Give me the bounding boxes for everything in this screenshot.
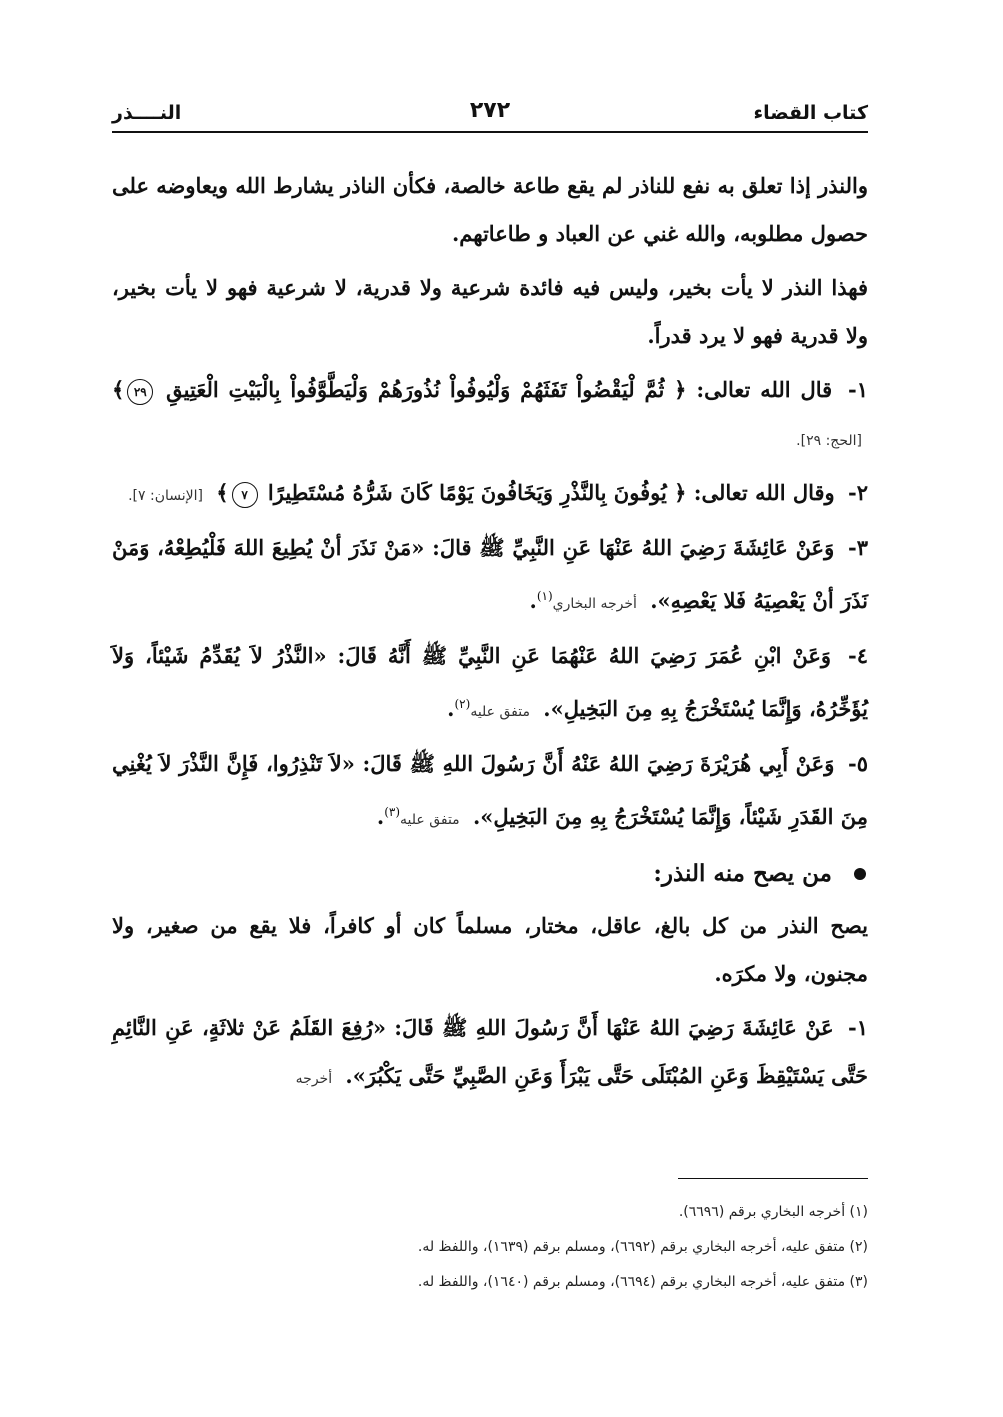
list-item-quran-2 — [112, 469, 868, 520]
quran-verse: ﴿ ثُمَّ لْيَقْضُواْ تَفَثَهُمْ وَلْيُوفُواْ نُذُورَهُمْ وَلْيَطَّوَّفُواْ بِالْبَيْتِ الْعَتِيقِ — [166, 377, 687, 402]
item-lead: قال الله تعالى: — [696, 377, 833, 402]
hadith-text: وَعَنْ ابْنِ عُمَرَ رَضِيَ اللهُ عَنْهُمَا عَنِ النَّبِيِّ ﷺ أَنَّهُ قَالَ: «النَّذْرُ لاَ يُقَدِّمُ شَيْئاً، وَلاَ يُؤَخِّرُهُ، وَإِنَّمَا يُسْتَخْرَجُ بِهِ مِنَ البَخِيلِ». — [112, 643, 868, 721]
section-body: يصح النذر من كل بالغ، عاقل، مختار، مسلماً كان أو كافراً، فلا يقع من صغير، ولا مجنون، ولا مكرَه. — [112, 913, 868, 986]
item-number: ١- — [848, 377, 869, 402]
chapter-title: النــــذر — [112, 102, 182, 124]
hadith-source: أخرجه البخاري — [552, 596, 637, 612]
header-rule — [112, 131, 868, 133]
surah-citation: [الحج: ٢٩]. — [796, 433, 862, 449]
book-page — [112, 0, 868, 1417]
paragraph-summary: فهذا النذر لا يأت بخير، وليس فيه فائدة شرعية ولا قدرية، لا شرعية فهو لا يأت بخير، ولا قدرية فهو لا يرد قدراً. — [112, 275, 868, 348]
hadith-text: وَعَنْ عَائِشَةَ رَضِيَ اللهُ عَنْهَا عَنِ النَّبِيِّ ﷺ قالَ: «مَنْ نَذَرَ أنْ يُطِيعَ اللهَ فَلْيُطِعْهُ، وَمَنْ نَذَرَ أنْ يَعْصِيَهُ فَلا يَعْصِهِ». — [112, 535, 868, 613]
page-number: ٢٧٢ — [469, 98, 511, 123]
section-heading-text: من يصح منه النذر: — [653, 860, 832, 887]
list-item-hadith-last — [112, 1004, 868, 1103]
hadith-text: وَعَنْ أَبِي هُرَيْرَةَ رَضِيَ اللهُ عَنْهُ أَنَّ رَسُولَ اللهِ ﷺ قَالَ: «لاَ تَنْذِرُوا، فَإِنَّ النَّذْرَ لاَ يُغْنِي مِنَ القَدَرِ شَيْئاً، وَإِنَّمَا يُسْتَخْرَجُ بِهِ مِنَ البَخِيلِ». — [112, 751, 868, 829]
footnote-ref[interactable]: (٣) — [384, 805, 401, 819]
item-number: ٣- — [848, 535, 868, 560]
surah-citation: [الإنسان: ٧]. — [128, 488, 203, 504]
footnote-2: (٢) متفق عليه، أخرجه البخاري برقم (٦٦٩٢)، ومسلم برقم (١٦٣٩)، واللفظ له. — [417, 1239, 868, 1255]
running-header — [112, 98, 868, 128]
footnote-ref[interactable]: (١) — [536, 589, 553, 603]
ayah-number-marker: ٢٩ — [127, 379, 153, 405]
list-item-hadith-3: ٣- وَعَنْ عَائِشَةَ رَضِيَ اللهُ عَنْهَا عَنِ النَّبِيِّ ﷺ قالَ: «مَنْ نَذَرَ أنْ يُطِيعَ اللهَ فَلْيُطِعْهُ، وَمَنْ نَذَرَ أنْ يَعْصِيَهُ فَلا يَعْصِهِ». أخرجه البخاري$^{(١)}$. — [112, 535, 868, 613]
list-item-hadith-5: ٥- وَعَنْ أَبِي هُرَيْرَةَ رَضِيَ اللهُ عَنْهُ أَنَّ رَسُولَ اللهِ ﷺ قَالَ: «لاَ تَنْذِرُوا، فَإِنَّ النَّذْرَ لاَ يُغْنِي مِنَ القَدَرِ شَيْئاً، وَإِنَّمَا يُسْتَخْرَجُ بِهِ مِنَ البَخِيلِ». متفق عليه$^{(٣)}$. — [112, 751, 868, 829]
hadith-source: متفق عليه — [470, 704, 530, 720]
item-number: ٥- — [848, 751, 868, 776]
quran-verse: ﴿ يُوفُونَ بِالنَّذْرِ وَيَخَافُونَ يَوْمًا كَانَ شَرُّهُ مُسْتَطِيرًا — [267, 480, 687, 505]
item-number: ١- — [848, 1015, 869, 1040]
footnote-rule — [678, 1178, 868, 1179]
quran-close-bracket: ﴾ — [112, 377, 125, 402]
item-number: ٢- — [848, 480, 868, 505]
book-title: كتاب القضاء — [753, 102, 868, 124]
main-text — [112, 162, 868, 1107]
hadith-source: متفق عليه — [400, 812, 460, 828]
ayah-number-marker: ٧ — [232, 482, 258, 508]
footnote-ref[interactable]: (٢) — [454, 697, 471, 711]
footnote-3: (٣) متفق عليه، أخرجه البخاري برقم (٦٦٩٤)، ومسلم برقم (١٦٤٠)، واللفظ له. — [417, 1274, 868, 1290]
paragraph-intro: والنذر إذا تعلق به نفع للناذر لم يقع طاعة خالصة، فكأن الناذر يشارط الله ويعاوضه على حصول مطلوبه، والله غني عن العباد و طاعاتهم. — [112, 173, 868, 246]
hadith-source: أخرجه — [295, 1071, 333, 1087]
item-lead: وقال الله تعالى: — [693, 480, 835, 505]
item-number: ٤- — [848, 643, 869, 668]
list-item-quran-1 — [112, 366, 868, 465]
bullet-icon — [854, 868, 866, 880]
quran-close-bracket: ﴾ — [216, 480, 229, 505]
footnotes — [112, 1195, 868, 1300]
hadith-text: عَنْ عَائِشَةَ رَضِيَ اللهُ عَنْهَا أَنَّ رَسُولَ اللهِ ﷺ قَالَ: «رُفِعَ القَلَمُ عَنْ ثلاثَةٍ، عَنِ النَّائِمِ حَتَّى يَسْتَيْقِظَ وَعَنِ المُبْتَلَى حَتَّى يَبْرَأَ وَعَنِ الصَّبِيِّ حَتَّى يَكْبُرَ». — [112, 1015, 868, 1088]
footnote-1: (١) أخرجه البخاري برقم (٦٦٩٦). — [678, 1204, 868, 1220]
section-heading — [112, 850, 868, 898]
list-item-hadith-4: ٤- وَعَنْ ابْنِ عُمَرَ رَضِيَ اللهُ عَنْهُمَا عَنِ النَّبِيِّ ﷺ أَنَّهُ قَالَ: «النَّذْرُ لاَ يُقَدِّمُ شَيْئاً، وَلاَ يُؤَخِّرُهُ، وَإِنَّمَا يُسْتَخْرَجُ بِهِ مِنَ البَخِيلِ». متفق عليه$^{(٢)}$. — [112, 643, 869, 721]
